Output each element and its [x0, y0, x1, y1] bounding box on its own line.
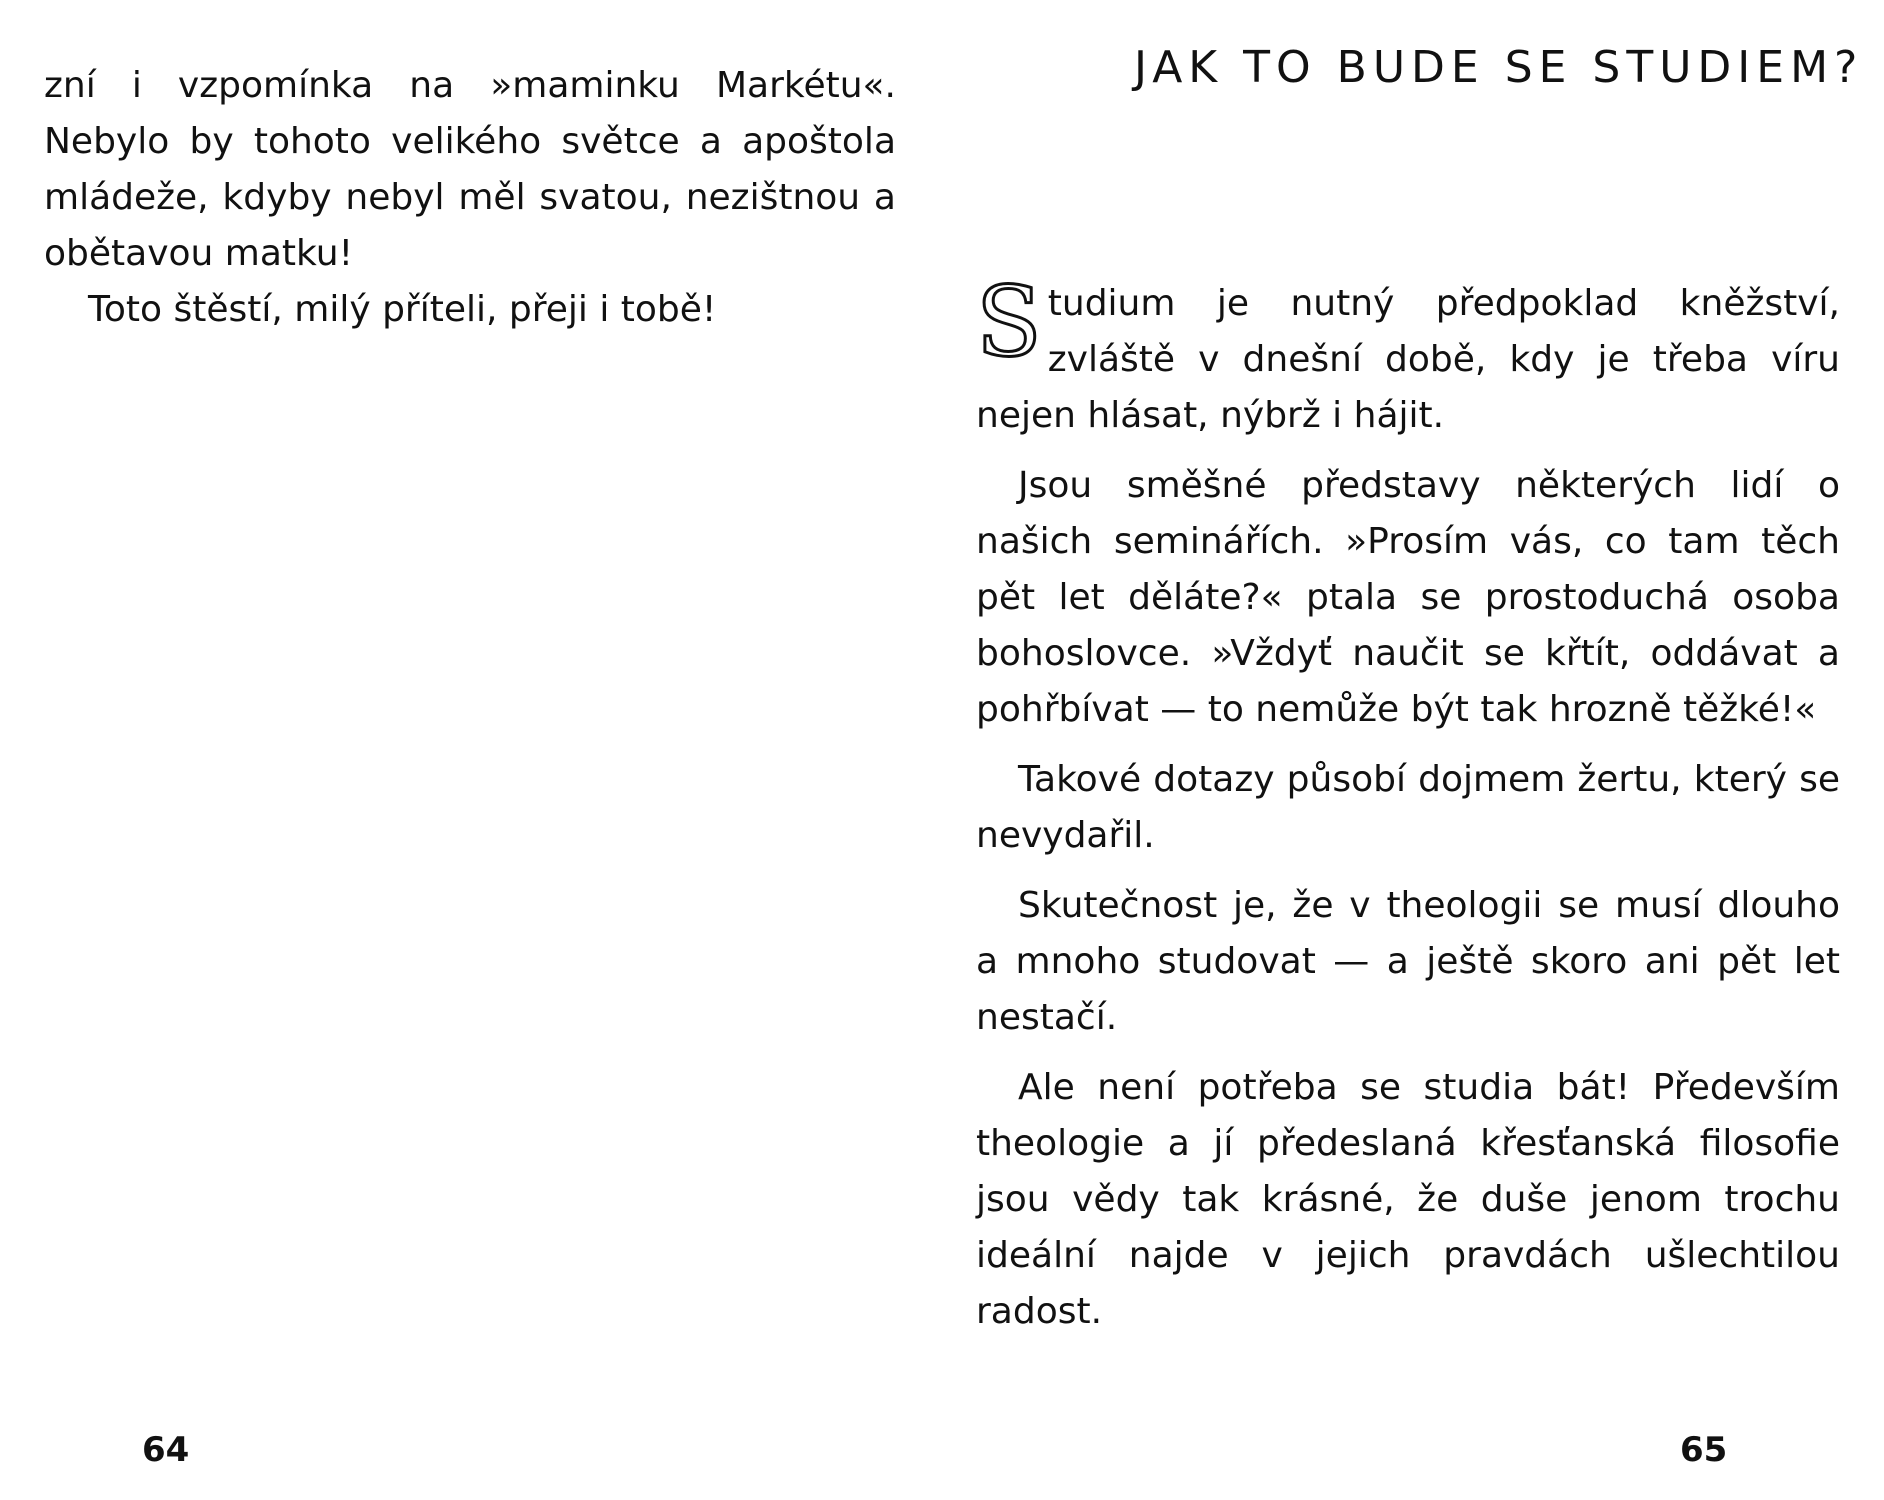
right-page-text — [976, 266, 1840, 1354]
left-page-text — [44, 58, 896, 338]
right-page — [942, 0, 1884, 1500]
right-paragraph-4: Skutečnost je, že v theologii se musí dlouho a mnoho studovat — a ještě skoro ani pět let nestačí. — [976, 885, 1840, 1038]
right-paragraph-3: Takové dotazy působí dojmem žertu, který se nevydařil. — [976, 759, 1840, 856]
right-paragraph-1-text: tudium je nutný předpoklad kněžství, zvláště v dnešní době, kdy je třeba víru nejen hlásat, nýbrž i hájit. — [976, 283, 1840, 436]
right-paragraph-2: Jsou směšné představy některých lidí o našich seminářích. »Prosím vás, co tam těch pět let děláte?« ptala se prostoduchá osoba bohoslovce. »Vždyť naučit se křtít, oddávat a pohřbívat — to nemůže být tak hrozně těžké!« — [976, 465, 1840, 730]
chapter-heading: JAK TO BUDE SE STUDIEM? — [1134, 42, 1864, 93]
page-number-left: 64 — [142, 1430, 190, 1470]
right-paragraph-1 — [976, 266, 1840, 444]
drop-cap: S — [976, 266, 1042, 378]
page-number-right: 65 — [1680, 1430, 1728, 1470]
left-paragraph-2: Toto štěstí, milý příteli, přeji i tobě! — [88, 289, 717, 330]
left-paragraph-1: zní i vzpomínka na »maminku Markétu«. Nebylo by tohoto velikého světce a apoštola mládeže, kdyby nebyl měl svatou, nezištnou a obětavou matku! — [44, 65, 896, 274]
right-paragraph-5: Ale není potřeba se studia bát! Především theologie a jí předeslaná křesťanská filosofie jsou vědy tak krásné, že duše jenom trochu ideální najde v jejich pravdách ušlechtilou radost. — [976, 1067, 1840, 1332]
